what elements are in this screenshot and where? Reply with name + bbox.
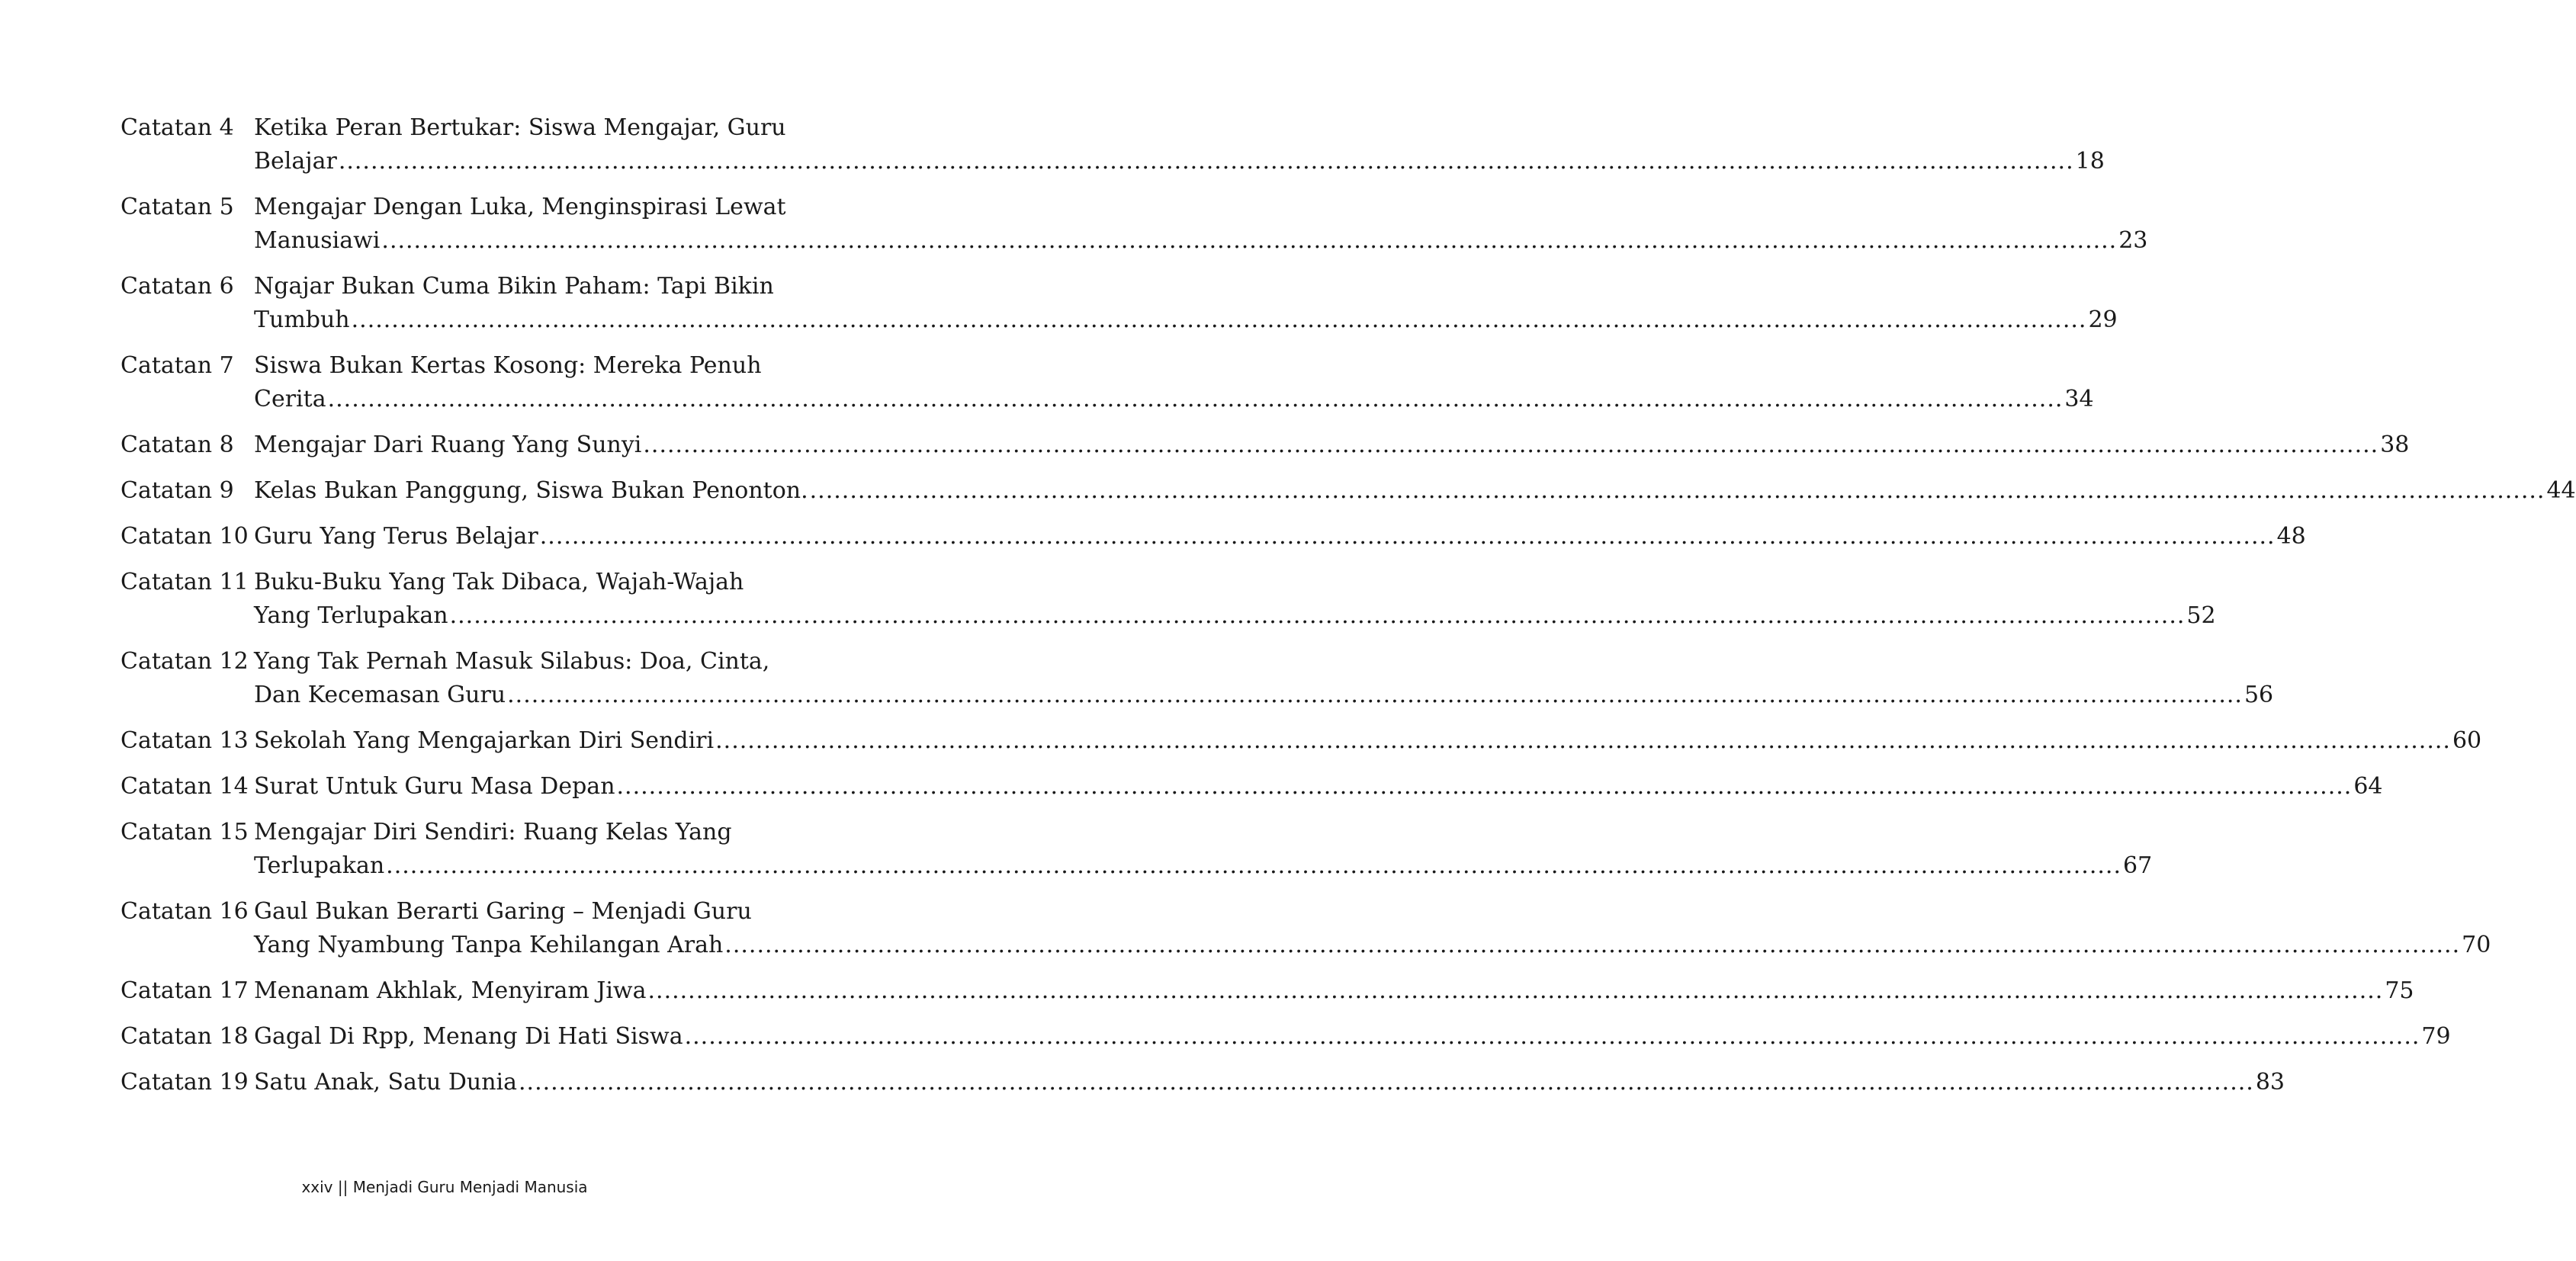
toc-entry-title xyxy=(254,645,2273,712)
dot-leader xyxy=(617,770,2353,804)
toc-title-line: Buku-Buku Yang Tak Dibaca, Wajah-Wajah xyxy=(254,569,744,595)
dot-leader xyxy=(519,1066,2254,1099)
toc-entry xyxy=(120,770,2383,804)
toc-title-last-line xyxy=(254,383,2094,416)
toc-title-last-line xyxy=(254,679,2273,712)
toc-entry-title xyxy=(254,520,2306,553)
toc-entry-title xyxy=(254,566,2216,633)
toc-entry-title xyxy=(254,974,2414,1008)
toc-entry-label: Catatan 10 xyxy=(120,523,249,550)
toc-title-text: Gagal Di Rpp, Menang Di Hati Siswa xyxy=(254,1023,683,1050)
toc-title-last-line xyxy=(254,599,2216,633)
toc-entry-label: Catatan 15 xyxy=(120,819,249,845)
toc-title-last-line xyxy=(254,474,2576,508)
toc-title-last-line xyxy=(254,974,2414,1008)
toc-entry xyxy=(120,428,2410,462)
toc-entry-label: Catatan 5 xyxy=(120,194,234,220)
toc-title-text: Satu Anak, Satu Dunia xyxy=(254,1069,517,1096)
toc-title-text: Yang Terlupakan xyxy=(254,602,448,629)
toc-entry-title xyxy=(254,270,2118,337)
toc-title-text: Dan Kecemasan Guru xyxy=(254,682,506,708)
toc-title-last-line xyxy=(254,849,2152,883)
toc-entry-title xyxy=(254,1066,2285,1099)
toc-page-number: 18 xyxy=(2075,148,2105,175)
toc-page-number: 34 xyxy=(2064,386,2094,412)
toc-title-text: Yang Nyambung Tanpa Kehilangan Arah xyxy=(254,932,724,958)
toc-title-last-line xyxy=(254,303,2118,337)
toc-page-number: 83 xyxy=(2255,1069,2285,1096)
dot-leader xyxy=(386,849,2122,883)
toc-entry-title xyxy=(254,724,2481,758)
dot-leader xyxy=(507,679,2243,712)
toc-title-text: Surat Untuk Guru Masa Depan xyxy=(254,773,615,800)
toc-entry xyxy=(120,724,2482,758)
toc-title-last-line xyxy=(254,1066,2285,1099)
toc-page-number: 52 xyxy=(2186,602,2216,629)
toc-title-last-line xyxy=(254,929,2491,962)
dot-leader xyxy=(540,520,2276,553)
toc-entry xyxy=(120,270,2118,337)
toc-title-text: Tumbuh xyxy=(254,306,350,333)
toc-entry-label: Catatan 14 xyxy=(120,773,249,800)
dot-leader xyxy=(685,1020,2420,1054)
dot-leader xyxy=(328,383,2064,416)
dot-leader xyxy=(643,428,2378,462)
toc-entry-label: Catatan 8 xyxy=(120,432,234,458)
toc-entry-title xyxy=(254,349,2094,416)
toc-page-number: 44 xyxy=(2546,477,2576,504)
toc-entry-label: Catatan 12 xyxy=(120,648,249,675)
toc-title-line: Ketika Peran Bertukar: Siswa Mengajar, Guru xyxy=(254,114,786,141)
toc-page-number: 56 xyxy=(2244,682,2274,708)
toc-title-last-line xyxy=(254,520,2306,553)
toc-title-line: Ngajar Bukan Cuma Bikin Paham: Tapi Bikin xyxy=(254,273,774,300)
toc-entry-title xyxy=(254,895,2491,962)
dot-leader xyxy=(724,929,2460,962)
toc-entry xyxy=(120,816,2153,883)
toc-page-number: 48 xyxy=(2276,523,2306,550)
toc-title-text: Guru Yang Terus Belajar xyxy=(254,523,538,550)
dot-leader xyxy=(810,474,2545,508)
toc-page-number: 79 xyxy=(2421,1023,2451,1050)
toc-entry-label: Catatan 19 xyxy=(120,1069,249,1096)
toc-page-number: 64 xyxy=(2353,773,2383,800)
toc-title-last-line xyxy=(254,428,2409,462)
table-of-contents xyxy=(120,111,2576,1112)
page-footer: xxiv || Menjadi Guru Menjadi Manusia xyxy=(301,1178,588,1196)
toc-entry xyxy=(120,1020,2451,1054)
toc-page-number: 67 xyxy=(2122,852,2153,879)
toc-entry-title xyxy=(254,474,2576,508)
toc-entry-label: Catatan 6 xyxy=(120,273,234,300)
toc-entry xyxy=(120,974,2414,1008)
dot-leader xyxy=(339,145,2074,178)
toc-entry-label: Catatan 18 xyxy=(120,1023,249,1050)
toc-entry xyxy=(120,111,2105,178)
toc-title-last-line xyxy=(254,145,2105,178)
toc-entry-label: Catatan 13 xyxy=(120,727,249,754)
toc-title-line: Gaul Bukan Berarti Garing – Menjadi Guru xyxy=(254,898,752,925)
toc-title-text: Mengajar Dari Ruang Yang Sunyi xyxy=(254,432,642,458)
toc-title-text: Terlupakan xyxy=(254,852,385,879)
toc-entry-title xyxy=(254,1020,2451,1054)
toc-entry xyxy=(120,1066,2285,1099)
toc-title-text: Manusiawi xyxy=(254,227,381,254)
toc-title-line: Yang Tak Pernah Masuk Silabus: Doa, Cinta, xyxy=(254,648,770,675)
dot-leader xyxy=(352,303,2087,337)
toc-title-last-line xyxy=(254,224,2147,258)
toc-title-line: Mengajar Dengan Luka, Menginspirasi Lewat xyxy=(254,194,786,220)
toc-entry-label: Catatan 9 xyxy=(120,477,234,504)
dot-leader xyxy=(381,224,2117,258)
toc-title-line: Siswa Bukan Kertas Kosong: Mereka Penuh xyxy=(254,352,762,379)
toc-entry-label: Catatan 17 xyxy=(120,977,249,1004)
toc-title-text: Menanam Akhlak, Menyiram Jiwa xyxy=(254,977,647,1004)
toc-entry xyxy=(120,520,2306,553)
dot-leader xyxy=(450,599,2186,633)
toc-page-number: 29 xyxy=(2088,306,2118,333)
toc-title-last-line xyxy=(254,724,2481,758)
toc-title-text: Cerita xyxy=(254,386,326,412)
toc-page-number: 23 xyxy=(2118,227,2148,254)
toc-entry-title xyxy=(254,428,2409,462)
toc-entry xyxy=(120,645,2274,712)
toc-title-text: Kelas Bukan Panggung, Siswa Bukan Penonton. xyxy=(254,477,808,504)
toc-entry-label: Catatan 11 xyxy=(120,569,249,595)
toc-page-number: 38 xyxy=(2380,432,2410,458)
toc-title-last-line xyxy=(254,770,2383,804)
toc-entry-title xyxy=(254,111,2105,178)
toc-title-text: Belajar xyxy=(254,148,337,175)
toc-page-number: 60 xyxy=(2452,727,2482,754)
toc-entry-label: Catatan 4 xyxy=(120,114,234,141)
toc-entry xyxy=(120,566,2216,633)
toc-page-number: 70 xyxy=(2462,932,2491,958)
toc-entry xyxy=(120,895,2491,962)
dot-leader xyxy=(715,724,2451,758)
toc-page-number: 75 xyxy=(2385,977,2414,1004)
toc-title-line: Mengajar Diri Sendiri: Ruang Kelas Yang xyxy=(254,819,732,845)
toc-title-text: Sekolah Yang Mengajarkan Diri Sendiri xyxy=(254,727,715,754)
toc-title-last-line xyxy=(254,1020,2451,1054)
toc-entry-title xyxy=(254,191,2147,258)
toc-entry-title xyxy=(254,770,2383,804)
toc-entry xyxy=(120,474,2576,508)
toc-entry xyxy=(120,191,2148,258)
toc-entry-label: Catatan 7 xyxy=(120,352,234,379)
dot-leader xyxy=(648,974,2384,1008)
toc-entry-label: Catatan 16 xyxy=(120,898,249,925)
toc-entry-title xyxy=(254,816,2152,883)
toc-entry xyxy=(120,349,2094,416)
